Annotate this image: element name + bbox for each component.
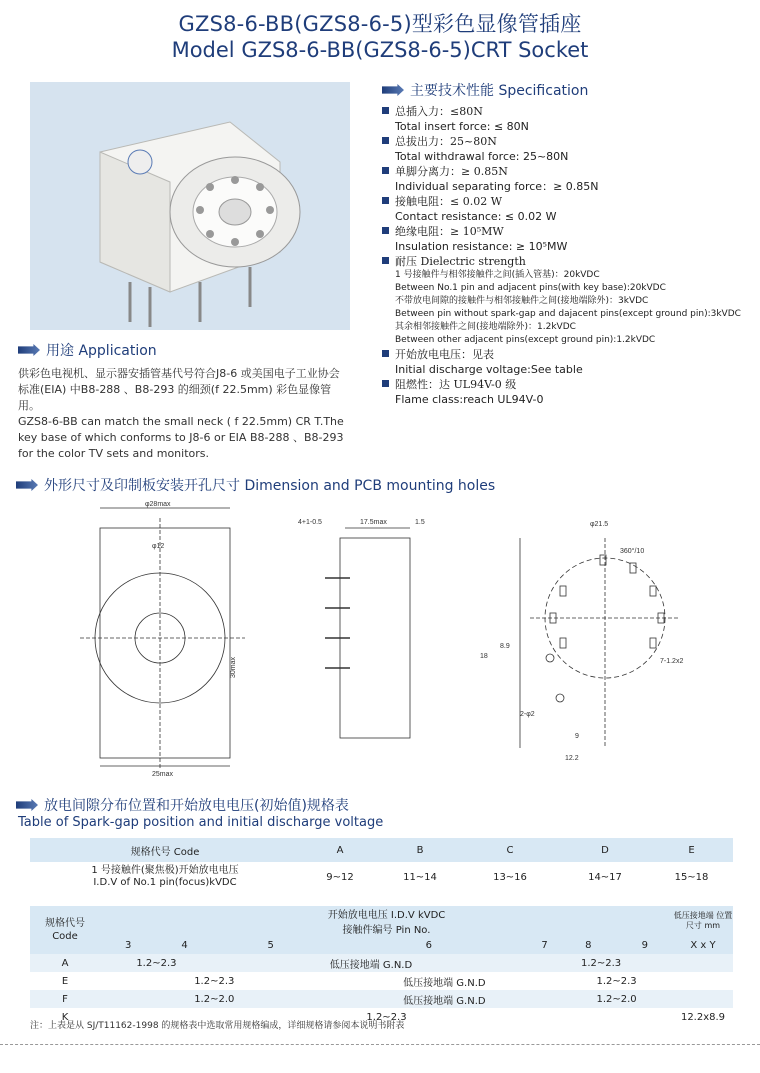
dielectric-line: 1 号接触件与相邻接触件之间(插入管基)：20kVDC (395, 270, 600, 280)
dim-label: 8.9 (500, 643, 510, 650)
dim-label: φ21.5 (590, 521, 609, 528)
table-cell: 12.2x8.9 (680, 1011, 726, 1023)
table-cell: 3 (125, 939, 132, 951)
spec-item: 耐压 Dielectric strength 1 号接触件与相邻接触件之间(插入管基)：20kVDC Between No.1 pin and adjacent pins(with key base):20kVDC 不带放电间隙的接触件与相邻接触件之间(接地端除外)：3kVDC Between pin without spark-gap and dajacent pins(except ground pin):3kVDC 其余相邻接触件之间(接地端除外)：1.2kVDC Between other adjacent pins(except ground pin):1.2kVDC (382, 254, 752, 347)
table-cell: 1.2~2.3 (580, 957, 622, 969)
spec-item: 单脚分离力：≥ 0.85N Individual separating force：≥ 0.85N (382, 164, 752, 194)
dim-label: 4+1-0.5 (298, 519, 322, 526)
table-cell (673, 990, 733, 1008)
specification-section (382, 80, 752, 407)
table-cell: 1.2~2.3 (136, 957, 177, 969)
page-title-zh: GZS8-6-BB(GZS8-6-5)型彩色显像管插座 (178, 12, 582, 36)
table-cell: F (62, 993, 68, 1005)
spec-item: 总拔出力：25~80N Total withdrawal force: 25~80N (382, 134, 752, 164)
dimension-heading: 外形尺寸及印制板安装开孔尺寸 Dimension and PCB mounting holes (16, 475, 495, 495)
code-voltage-table (30, 838, 733, 892)
table-cell: 15~18 (674, 871, 709, 883)
bullet-icon (382, 107, 389, 114)
product-photo (30, 82, 350, 330)
page-title-en: Model GZS8-6-BB(GZS8-6-5)CRT Socket (171, 38, 589, 62)
table-cell: 7 (541, 939, 548, 951)
divider (0, 1044, 760, 1045)
table-cell: D (601, 844, 609, 856)
dim-label: 360°/10 (620, 548, 645, 555)
table-cell: 低压接地端 G.N.D (403, 977, 486, 989)
table-cell: C (506, 844, 514, 856)
table-cell: 14~17 (588, 871, 622, 883)
table-cell: 低压接地端 G.N.D (329, 959, 413, 971)
dim-label: φ28max (145, 501, 171, 508)
spec-item: 开始放电电压：见表 Initial discharge voltage:See table (382, 347, 752, 377)
table-cell: 1.2~2.0 (596, 993, 637, 1005)
table-cell: 9~12 (326, 871, 354, 883)
dim-label: 25max (152, 771, 174, 778)
dielectric-line: 其余相邻接触件之间(接地端除外)：1.2kVDC (395, 322, 576, 332)
bullet-icon (382, 137, 389, 144)
dielectric-line: 不带放电间隙的接触件与相邻接触件之间(接地端除外)：3kVDC (395, 296, 649, 306)
table-cell: E (61, 975, 69, 987)
spec-item: 接触电阻：≤ 0.02 W Contact resistance: ≤ 0.02 W (382, 194, 752, 224)
bullet-icon (382, 167, 389, 174)
table-cell: 9 (641, 939, 648, 951)
table-cell: A (336, 844, 344, 856)
table-row (30, 936, 733, 954)
table-cell: 1 号接触件(聚焦极)开始放电电压 I.D.V of No.1 pin(focus)kVDC (91, 865, 239, 888)
dielectric-line: Between pin without spark-gap and dajacent pins(except ground pin):3kVDC (395, 309, 741, 319)
bullet-icon (382, 227, 389, 234)
table-row (30, 906, 733, 921)
dim-label: 2-φ2 (520, 711, 535, 718)
table-cell: E (688, 844, 695, 856)
table-cell: 11~14 (403, 871, 437, 883)
dimension-drawings (60, 498, 700, 778)
table-cell: X x Y (690, 939, 716, 951)
bullet-icon (382, 197, 389, 204)
table-cell: K (61, 1011, 69, 1023)
table-cell: A (61, 957, 69, 969)
bullet-icon (382, 380, 389, 387)
table-cell: 8 (585, 939, 592, 951)
spec-item: 总插入力：≤80N Total insert force: ≤ 80N (382, 104, 752, 134)
table-cell: 1.2~2.0 (194, 993, 235, 1005)
dielectric-line: Between No.1 pin and adjacent pins(with key base):20kVDC (395, 283, 666, 293)
dim-label: 18 (480, 653, 488, 660)
table-cell: 6 (425, 939, 433, 951)
table-cell: 规格代号 Code (45, 918, 85, 942)
table-row (30, 838, 733, 862)
dim-label: 17.5max (360, 519, 387, 526)
dim-label: 9 (575, 733, 579, 740)
arrow-icon (18, 344, 40, 356)
application-text-en: GZS8-6-BB can match the small neck ( f 22.5mm) CR T.The key base of which conforms to J8-6 or EIA B8-288 、B8-293 for the color TV sets and monitors. (18, 415, 344, 460)
table-cell: 开始放电电压 I.D.V kVDC (327, 910, 446, 921)
table-cell: 低压接地端 G.N.D (403, 995, 486, 1007)
spec-item: 阻燃性：达 UL94V-0 级 Flame class:reach UL94V-0 (382, 377, 752, 407)
table-cell: B (416, 844, 424, 856)
spec-item: 绝缘电阻：≥ 10⁵MW Insulation resistance: ≥ 10⁵MW (382, 224, 752, 254)
table-cell (673, 954, 733, 972)
table-cell: 4 (181, 939, 188, 951)
table-cell: 13~16 (493, 871, 527, 883)
application-text-zh: 供彩色电视机、显示器安插管基代号符合J8-6 或美国电子工业协会标准(EIA) 中B8-288 、B8-293 的细颈(f 22.5mm) 彩色显像管用。 (18, 367, 340, 412)
bullet-icon (382, 257, 389, 264)
application-section (18, 340, 348, 462)
table-row (30, 972, 733, 990)
table-cell: 1.2~2.3 (194, 975, 235, 987)
dim-label: 30max (230, 656, 237, 678)
table-cell: 低压接地端 位置尺寸 mm (673, 911, 733, 930)
table-heading: 放电间隙分布位置和开始放电电压(初始值)规格表 Table of Spark-gap position and initial discharge voltage (18, 798, 384, 830)
spark-gap-table (30, 906, 733, 1026)
arrow-icon (16, 799, 38, 811)
dielectric-line: Between other adjacent pins(except ground pin):1.2kVDC (395, 335, 656, 345)
table-cell: 1.2~2.3 (366, 1011, 407, 1023)
bullet-icon (382, 350, 389, 357)
table-row (30, 954, 733, 972)
table-row (30, 921, 733, 936)
dim-label: 7-1.2x2 (660, 658, 684, 665)
dim-label: 1.5 (415, 519, 425, 526)
table-cell: 规格代号 Code (130, 846, 200, 858)
table-cell (673, 972, 733, 990)
arrow-icon (382, 84, 404, 96)
table-row (30, 990, 733, 1008)
table-row (30, 862, 733, 892)
application-heading: 用途 Application (18, 340, 348, 360)
table-cell: 5 (267, 939, 274, 951)
table-note: 注：上表是从 SJ/T11162-1998 的规格表中选取常用规格编成，详细规格请参阅本说明书附表 (30, 1021, 405, 1031)
dim-label: φ12 (152, 543, 165, 550)
table-cell: 1.2~2.3 (596, 975, 637, 987)
dim-label: 12.2 (565, 755, 579, 762)
spec-heading: 主要技术性能 Specification (382, 80, 752, 100)
arrow-icon (16, 479, 38, 491)
table-cell: 接触件编号 Pin No. (342, 925, 431, 936)
